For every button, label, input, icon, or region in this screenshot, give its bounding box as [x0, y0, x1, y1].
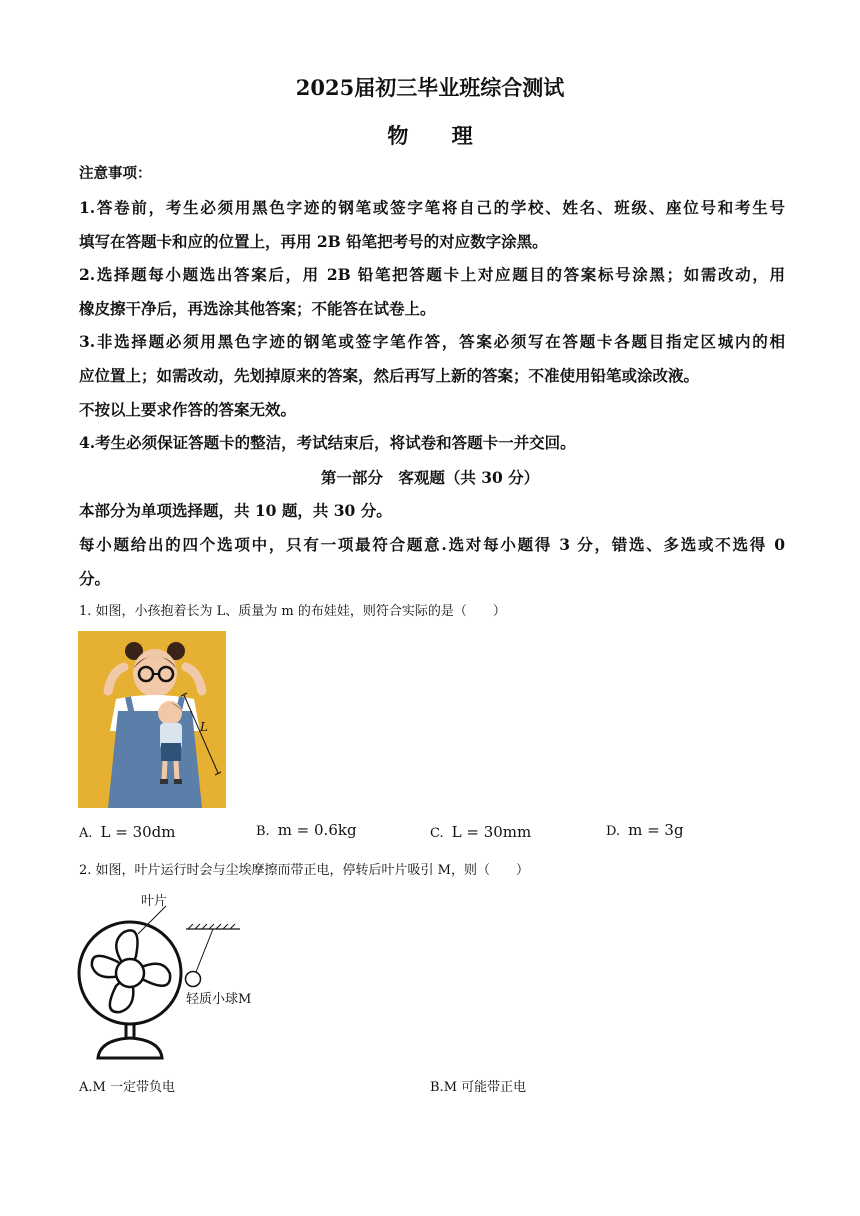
- note-line: 应位置上；如需改动，先划掉原来的答案，然后再写上新的答案；不准使用铅笔或涂改液。: [79, 366, 700, 385]
- length-label: L: [200, 720, 208, 734]
- section-heading: 第一部分 客观题（共 30 分）: [320, 468, 540, 487]
- option-letter: A.: [79, 826, 93, 841]
- option-letter: D.: [606, 824, 621, 839]
- q1-stem: 1. 如图，小孩抱着长为 L、质量为 m 的布娃娃，则符合实际的是（ ）: [79, 604, 506, 619]
- q2-stem: 2. 如图，叶片运行时会与尘埃摩擦而带正电，停转后叶片吸引 M，则（ ）: [79, 863, 529, 878]
- option-letter: A.: [79, 1080, 93, 1095]
- q2-option-b[interactable]: [430, 1076, 526, 1095]
- note-line: 3.非选择题必须用黑色字迹的钢笔或签字笔作答，答案必须写在答题卡各题目指定区城内的相: [79, 332, 785, 351]
- section-intro: 分。: [79, 569, 111, 588]
- exam-title: 2025届初三毕业班综合测试: [295, 75, 565, 100]
- section-intro: 本部分为单项选择题，共 10 题，共 30 分。: [79, 501, 392, 520]
- ball-label: 轻质小球M: [186, 992, 252, 1007]
- q1-option-d[interactable]: [606, 821, 684, 839]
- note-line: 4.考生必须保证答题卡的整洁，考试结束后，将试卷和答题卡一并交回。: [79, 433, 576, 452]
- option-letter: C.: [430, 826, 444, 841]
- option-text: m = 3g: [628, 821, 684, 839]
- option-letter: B.: [256, 824, 270, 839]
- note-line: 2.选择题每小题选出答案后，用 2B 铅笔把答题卡上对应题目的答案标号涂黑；如需改动，用: [79, 265, 785, 284]
- q1-option-b[interactable]: [256, 821, 357, 839]
- section-intro: 每小题给出的四个选项中，只有一项最符合题意.选对每小题得 3 分，错选、多选或不选得 0: [79, 535, 785, 554]
- note-line: 填写在答题卡和应的位置上，再用 2B 铅笔把考号的对应数字涂黑。: [79, 232, 548, 251]
- option-text: M 可能带正电: [443, 1080, 527, 1095]
- notes-heading: 注意事项：: [79, 165, 152, 182]
- note-line: 1.答卷前，考生必须用黑色字迹的钢笔或签字笔将自己的学校、姓名、班级、座位号和考生号: [79, 198, 785, 217]
- q2-option-a[interactable]: [79, 1076, 175, 1095]
- option-text: L = 30dm: [100, 823, 176, 841]
- option-letter: B.: [430, 1080, 444, 1095]
- q1-option-a[interactable]: [79, 823, 176, 841]
- note-line: 橡皮擦干净后，再选涂其他答案；不能答在试卷上。: [79, 299, 436, 318]
- option-text: L = 30mm: [451, 823, 532, 841]
- q1-option-c[interactable]: [430, 823, 531, 841]
- blade-label: 叶片: [141, 894, 168, 909]
- note-line: 不按以上要求作答的答案无效。: [79, 400, 297, 419]
- subject-title: 物 理: [387, 123, 491, 148]
- option-text: m = 0.6kg: [277, 821, 357, 839]
- option-text: M 一定带负电: [92, 1080, 175, 1095]
- fan-diagram: [76, 890, 276, 1065]
